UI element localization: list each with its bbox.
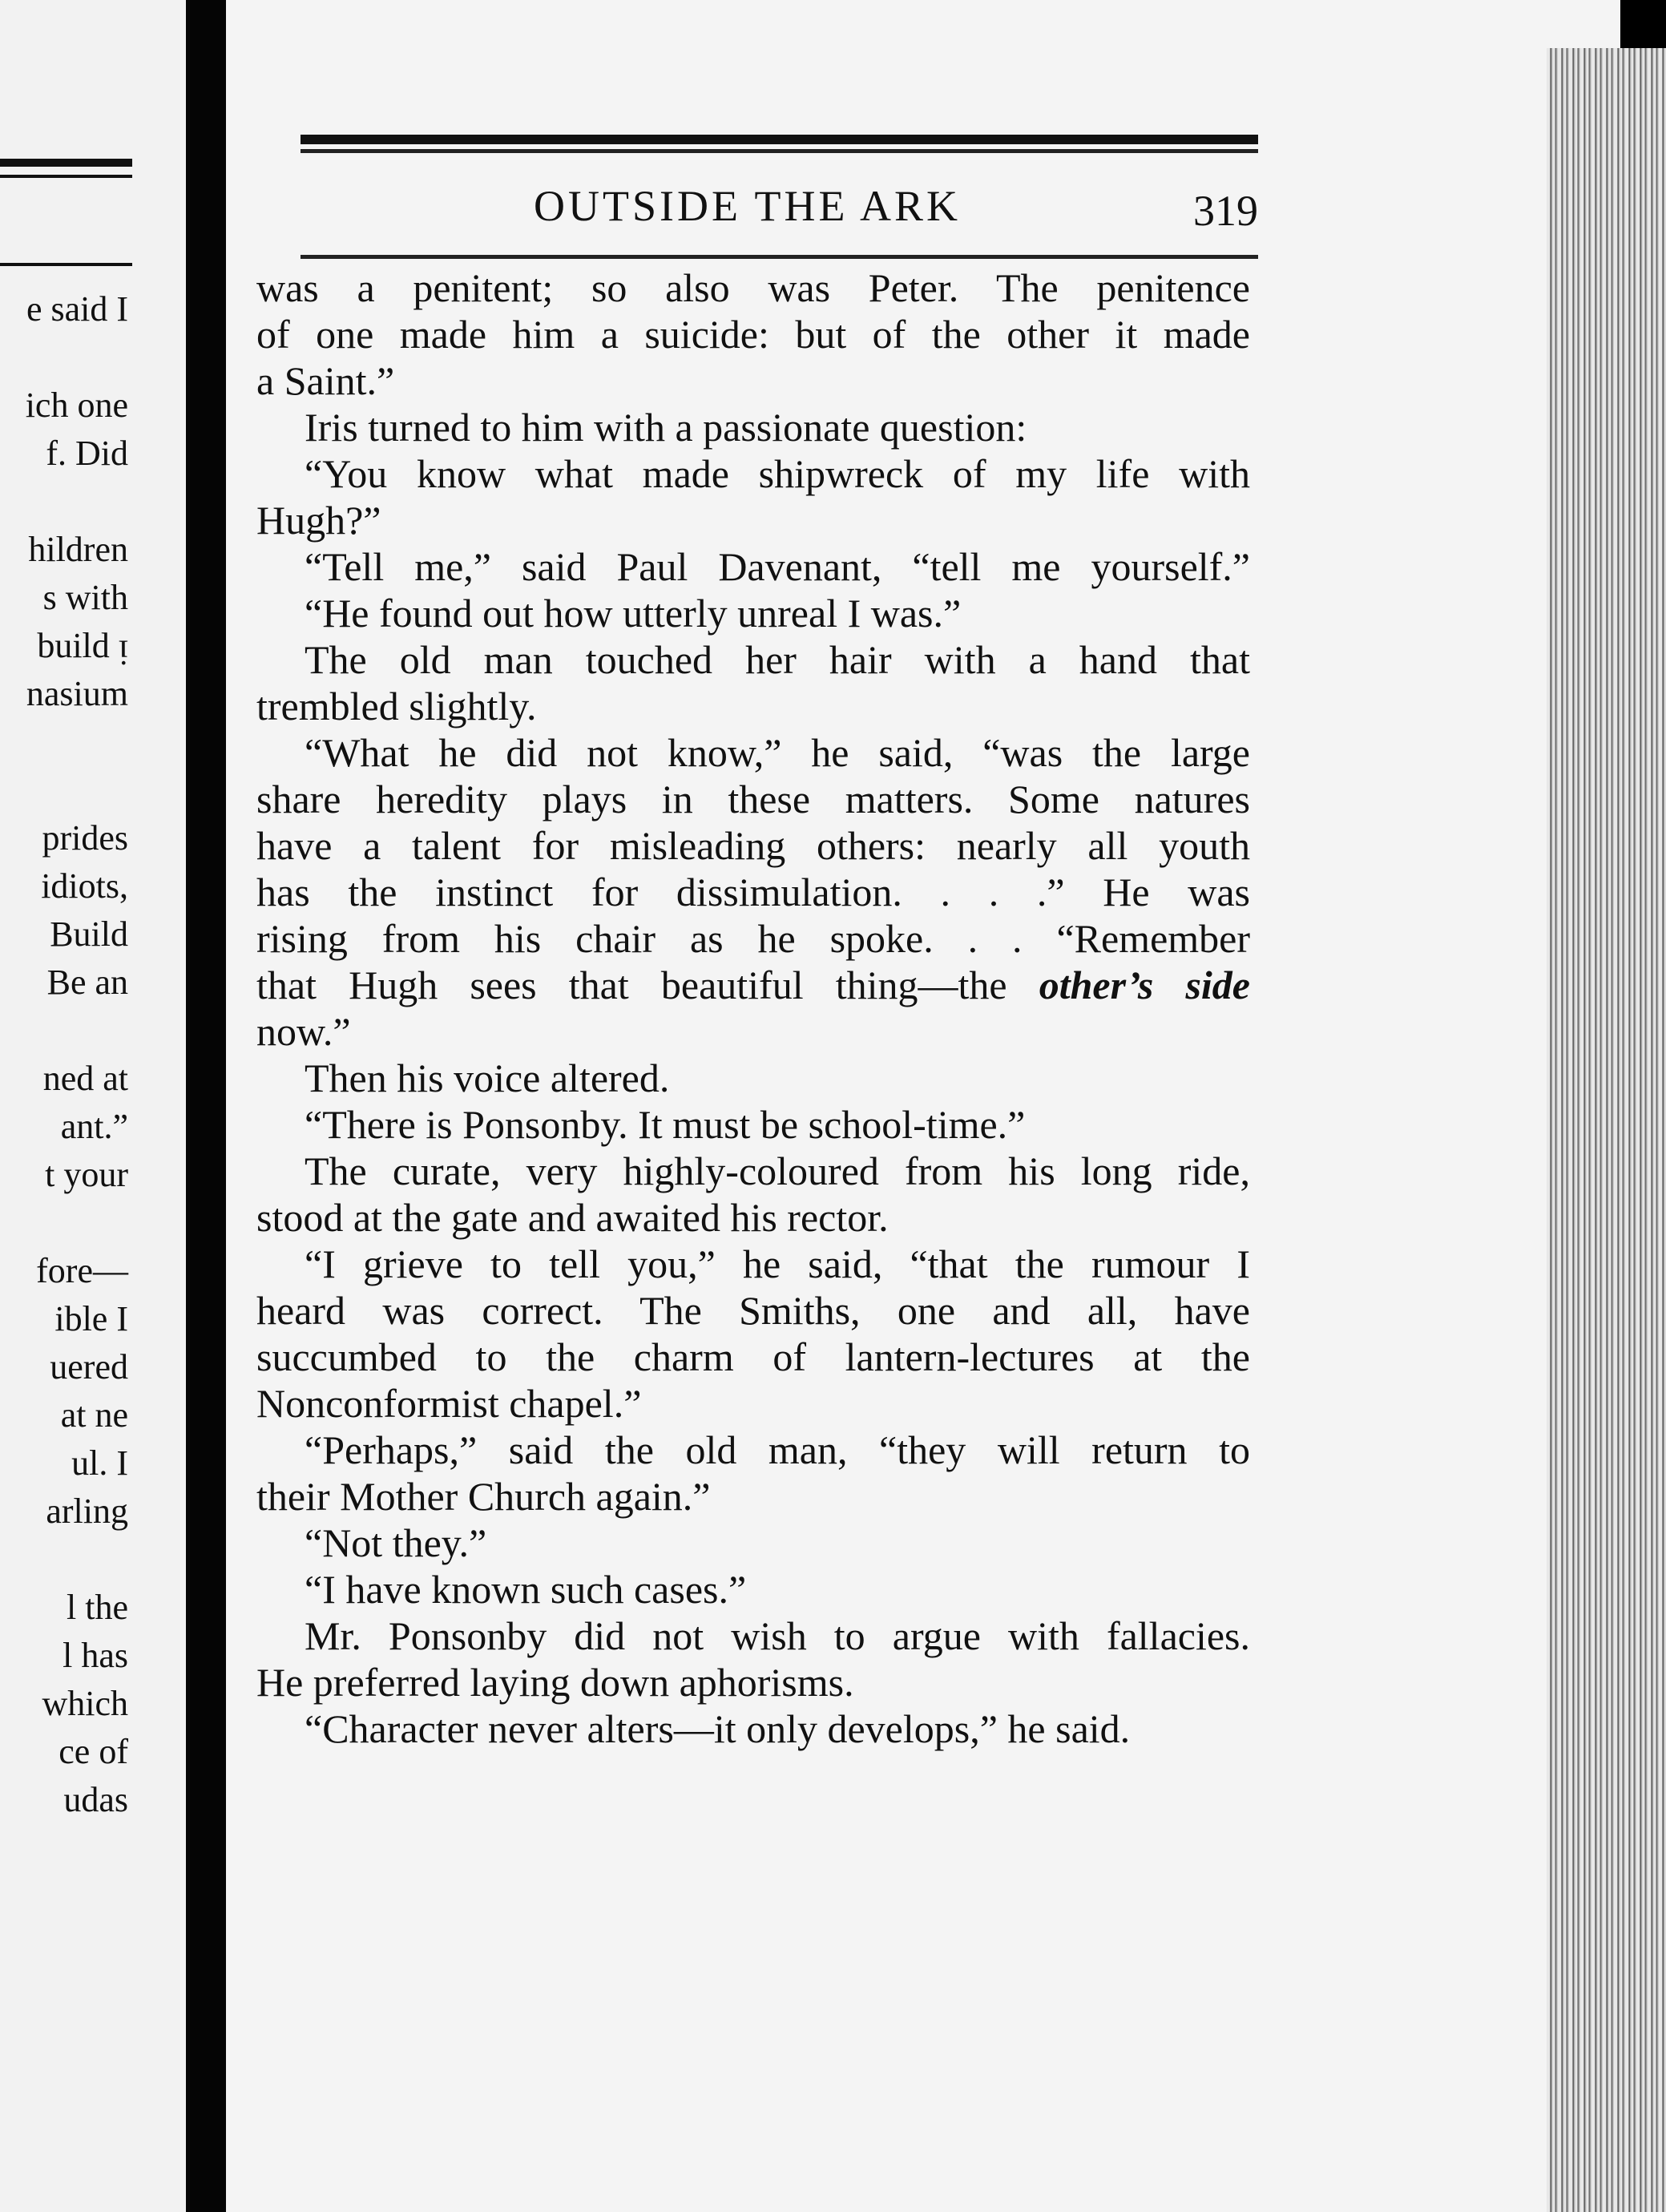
left-page-line: ich one — [25, 385, 128, 425]
left-page-line: hildren — [28, 530, 128, 569]
text-line: have a talent for misleading others: nearly all youth — [256, 823, 1250, 868]
header-rule-thick — [301, 135, 1258, 144]
left-page-line: which — [42, 1684, 128, 1723]
text-line: heard was correct. The Smiths, one and all, have — [256, 1288, 1250, 1333]
text-line: Mr. Ponsonby did not wish to argue with fallacies. — [305, 1613, 1250, 1658]
left-page-line: f. Did — [46, 434, 128, 473]
text-line: Hugh?” — [256, 498, 381, 543]
left-page-fragment — [0, 0, 186, 2212]
text-segment: that Hugh sees that beautiful thing—the — [256, 963, 1039, 1007]
left-page-line: uered — [50, 1347, 128, 1387]
left-page-line: ned at — [42, 1059, 128, 1098]
left-page-line: build ᴉ — [37, 626, 128, 665]
text-line: stood at the gate and awaited his rector. — [256, 1195, 889, 1240]
text-line: of one made him a suicide: but of the other it made — [256, 312, 1250, 357]
text-line: “You know what made shipwreck of my life with — [305, 451, 1250, 496]
left-page-line: ce of — [58, 1732, 128, 1771]
text-line: was a penitent; so also was Peter. The penitence — [256, 265, 1250, 310]
left-page-line: nasium — [26, 674, 128, 713]
running-head — [301, 176, 1258, 235]
text-line: their Mother Church again.” — [256, 1474, 711, 1519]
text-line: “I grieve to tell you,” he said, “that the rumour I — [305, 1241, 1250, 1286]
text-line: Iris turned to him with a passionate question: — [305, 405, 1027, 450]
running-title: OUTSIDE THE ARK — [533, 182, 961, 230]
left-page-line: prides — [42, 818, 128, 858]
text-line: Nonconformist chapel.” — [256, 1381, 642, 1426]
page-body-text — [256, 264, 1250, 1752]
italic-emphasis: other’s side — [1039, 963, 1250, 1007]
header-underline — [301, 255, 1258, 259]
text-line: “I have known such cases.” — [305, 1567, 747, 1612]
text-line: a Saint.” — [256, 358, 395, 403]
left-page-line: udas — [63, 1780, 128, 1819]
page-edges — [1547, 48, 1666, 2212]
text-line: “Perhaps,” said the old man, “they will return to — [305, 1427, 1250, 1472]
text-line: “Tell me,” said Paul Davenant, “tell me yourself.” — [305, 544, 1250, 589]
left-page-line: s with — [42, 578, 128, 617]
text-line: now.” — [256, 1009, 351, 1054]
left-page-line: ul. I — [71, 1443, 128, 1483]
text-line: trembled slightly. — [256, 684, 537, 729]
left-page-line: ible I — [54, 1299, 128, 1338]
left-page-line: arling — [46, 1491, 128, 1531]
text-line: rising from his chair as he spoke. . . “Remember — [256, 916, 1250, 961]
text-line: share heredity plays in these matters. Some natures — [256, 777, 1250, 821]
left-page-rule-thin — [0, 175, 132, 178]
text-line — [256, 962, 1250, 1008]
left-page-line: idiots, — [41, 866, 128, 906]
header-rule-thin — [301, 149, 1258, 153]
left-page-line: Be an — [46, 963, 128, 1002]
text-line: “Character never alters—it only develops,” he said. — [305, 1706, 1131, 1751]
text-line: “He found out how utterly unreal I was.” — [305, 591, 962, 636]
page-number: 319 — [1193, 187, 1258, 235]
book-gutter — [186, 0, 226, 2212]
text-line: has the instinct for dissimulation. . . .” He was — [256, 870, 1250, 914]
text-line: “There is Ponsonby. It must be school-time.” — [305, 1102, 1026, 1147]
text-line: “What he did not know,” he said, “was the large — [305, 730, 1250, 775]
text-line: “Not they.” — [305, 1520, 487, 1565]
left-page-line: at ne — [60, 1395, 128, 1435]
left-page-line: ant.” — [60, 1107, 128, 1146]
text-line: The old man touched her hair with a hand that — [305, 637, 1250, 682]
left-page-line: fore— — [36, 1251, 128, 1290]
left-page-line: e said I — [26, 289, 128, 329]
left-page-line: l has — [63, 1636, 128, 1675]
left-page-rule-thick — [0, 159, 132, 167]
left-page-line: l the — [67, 1588, 128, 1627]
text-line: succumbed to the charm of lantern-lectures at the — [256, 1334, 1250, 1379]
left-page-head-rule — [0, 263, 132, 266]
text-line: Then his voice altered. — [305, 1056, 670, 1100]
text-line: The curate, very highly-coloured from his long ride, — [305, 1148, 1250, 1193]
text-line: He preferred laying down aphorisms. — [256, 1660, 854, 1705]
left-page-line: t your — [45, 1155, 128, 1194]
left-page-line: Build — [50, 914, 128, 954]
